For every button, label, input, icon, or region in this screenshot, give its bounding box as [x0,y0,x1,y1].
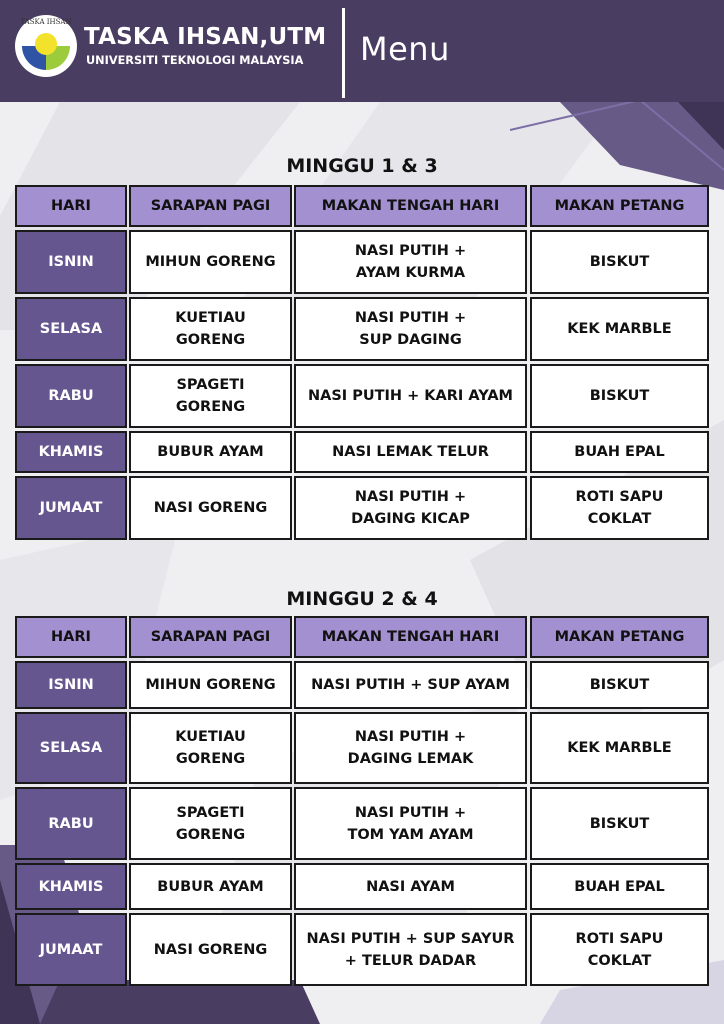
page-title: Menu [360,30,450,68]
column-header-lunch: MAKAN TENGAH HARI [294,185,527,227]
day-cell: SELASA [15,712,127,784]
taska-ihsan-logo [14,14,78,78]
lunch-cell: NASI LEMAK TELUR [294,431,527,473]
column-header-tea: MAKAN PETANG [530,185,709,227]
day-cell: JUMAAT [15,913,127,986]
header-divider [342,8,345,98]
tea-cell: ROTI SAPU COKLAT [530,476,709,540]
lunch-cell: NASI PUTIH + DAGING KICAP [294,476,527,540]
tea-cell: KEK MARBLE [530,297,709,361]
column-header-lunch: MAKAN TENGAH HARI [294,616,527,658]
tea-cell: BISKUT [530,787,709,860]
breakfast-cell: KUETIAU GORENG [129,297,292,361]
day-cell: SELASA [15,297,127,361]
week-1-3-title: MINGGU 1 & 3 [286,155,438,177]
day-cell: KHAMIS [15,431,127,473]
column-header-day: HARI [15,616,127,658]
university-name: UNIVERSITI TEKNOLOGI MALAYSIA [86,54,304,67]
lunch-cell: NASI PUTIH + KARI AYAM [294,364,527,428]
breakfast-cell: KUETIAU GORENG [129,712,292,784]
tea-cell: BUAH EPAL [530,863,709,910]
day-cell: RABU [15,787,127,860]
header-bar [0,0,724,102]
tea-cell: KEK MARBLE [530,712,709,784]
tea-cell: BISKUT [530,364,709,428]
day-cell: KHAMIS [15,863,127,910]
breakfast-cell: MIHUN GORENG [129,230,292,294]
week-2-4-title: MINGGU 2 & 4 [286,588,438,610]
breakfast-cell: SPAGETI GORENG [129,787,292,860]
lunch-cell: NASI PUTIH + TOM YAM AYAM [294,787,527,860]
lunch-cell: NASI PUTIH + DAGING LEMAK [294,712,527,784]
lunch-cell: NASI PUTIH + SUP DAGING [294,297,527,361]
nursery-name: TASKA IHSAN,UTM [84,24,327,50]
breakfast-cell: SPAGETI GORENG [129,364,292,428]
column-header-day: HARI [15,185,127,227]
tea-cell: BISKUT [530,230,709,294]
tea-cell: BUAH EPAL [530,431,709,473]
svg-text:TASKA IHSAN: TASKA IHSAN [20,18,72,26]
day-cell: RABU [15,364,127,428]
lunch-cell: NASI PUTIH + SUP SAYUR + TELUR DADAR [294,913,527,986]
tea-cell: ROTI SAPU COKLAT [530,913,709,986]
lunch-cell: NASI PUTIH + SUP AYAM [294,661,527,709]
breakfast-cell: MIHUN GORENG [129,661,292,709]
breakfast-cell: NASI GORENG [129,913,292,986]
day-cell: ISNIN [15,661,127,709]
tea-cell: BISKUT [530,661,709,709]
day-cell: ISNIN [15,230,127,294]
breakfast-cell: BUBUR AYAM [129,863,292,910]
column-header-tea: MAKAN PETANG [530,616,709,658]
breakfast-cell: BUBUR AYAM [129,431,292,473]
column-header-breakfast: SARAPAN PAGI [129,185,292,227]
lunch-cell: NASI AYAM [294,863,527,910]
day-cell: JUMAAT [15,476,127,540]
lunch-cell: NASI PUTIH + AYAM KURMA [294,230,527,294]
breakfast-cell: NASI GORENG [129,476,292,540]
column-header-breakfast: SARAPAN PAGI [129,616,292,658]
